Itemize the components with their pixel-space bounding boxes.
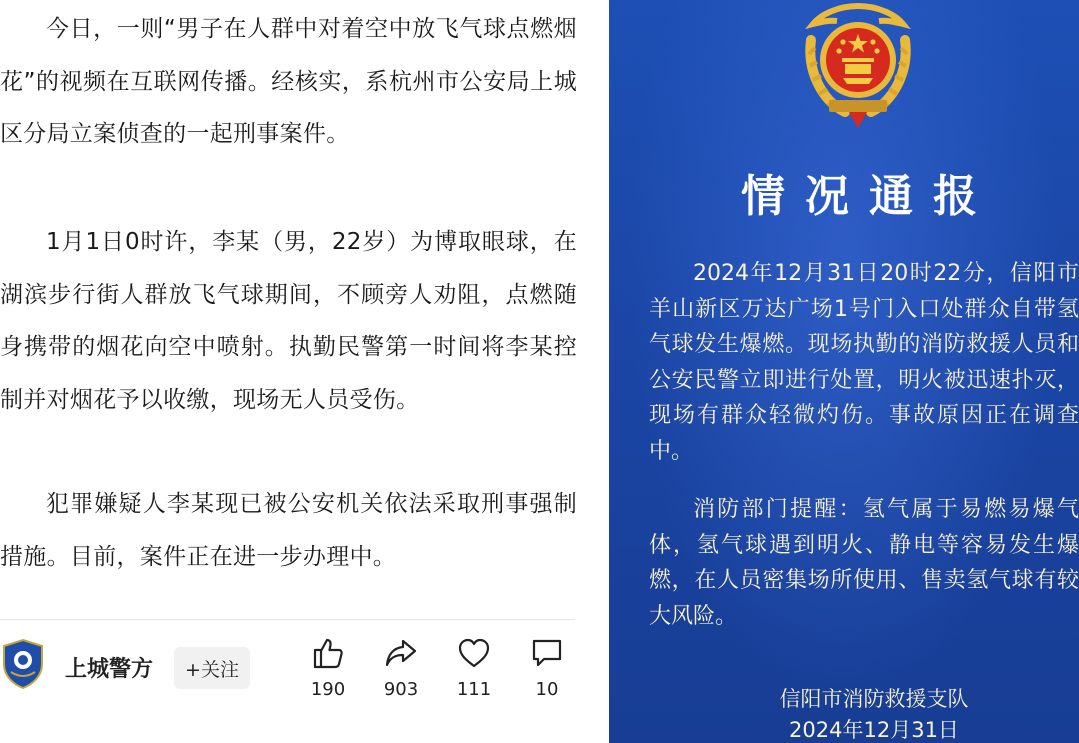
notice-paragraph: 2024年12月31日20时22分，信阳市羊山新区万达广场1号门入口处群众自带氢气球发生爆燃。现场执勤的消防救援人员和公安民警立即进行处置，明火被迅速扑灭，现场有群众轻微灼伤。事故原因正在调查中。 (649, 261, 1079, 464)
like-count: 190 (310, 679, 346, 700)
comment-button[interactable] (517, 636, 577, 700)
share-count: 903 (383, 679, 419, 700)
follow-button[interactable]: +关注 (174, 647, 250, 689)
like-button[interactable] (298, 636, 358, 700)
notice-title: 情况通报 (741, 171, 997, 222)
comment-icon (530, 636, 564, 670)
notice-signature: 信阳市消防救援支队 (779, 687, 969, 711)
post-paragraph: 今日，一则“男子在人群中对着空中放飞气球点燃烟花”的视频在互联网传播。经核实，系杭州市公安局上城区分局立案侦查的一起刑事案件。 (0, 16, 577, 147)
comment-count: 10 (535, 679, 559, 700)
police-badge-avatar[interactable] (0, 638, 46, 690)
post-paragraph: 犯罪嫌疑人李某现已被公安机关依法采取刑事强制措施。目前，案件正在进一步办理中。 (0, 491, 577, 570)
heart-icon (457, 636, 491, 670)
author-name[interactable]: 上城警方 (65, 657, 154, 682)
notice-poster-panel (609, 0, 1079, 743)
panel-gap (601, 0, 609, 743)
share-icon (384, 636, 418, 670)
thumbs-up-icon (311, 636, 345, 670)
post-paragraph: 1月1日0时许，李某（男，22岁）为博取眼球，在湖滨步行街人群放飞气球期间，不顾旁人劝阻，点燃随身携带的烟花向空中喷射。执勤民警第一时间将李某控制并对烟花予以收缴，现场无人员受伤。 (0, 229, 577, 413)
favorite-count: 111 (456, 679, 492, 700)
favorite-button[interactable] (444, 636, 504, 700)
share-button[interactable] (371, 636, 431, 700)
divider (0, 619, 575, 620)
notice-date: 2024年12月31日 (789, 718, 959, 742)
police-emblem (799, 0, 917, 132)
notice-paragraph: 消防部门提醒：氢气属于易燃易爆气体，氢气球遇到明火、静电等容易发生爆燃，在人员密集场所使用、售卖氢气球有较大风险。 (649, 497, 1079, 629)
author-action-bar (0, 630, 601, 743)
